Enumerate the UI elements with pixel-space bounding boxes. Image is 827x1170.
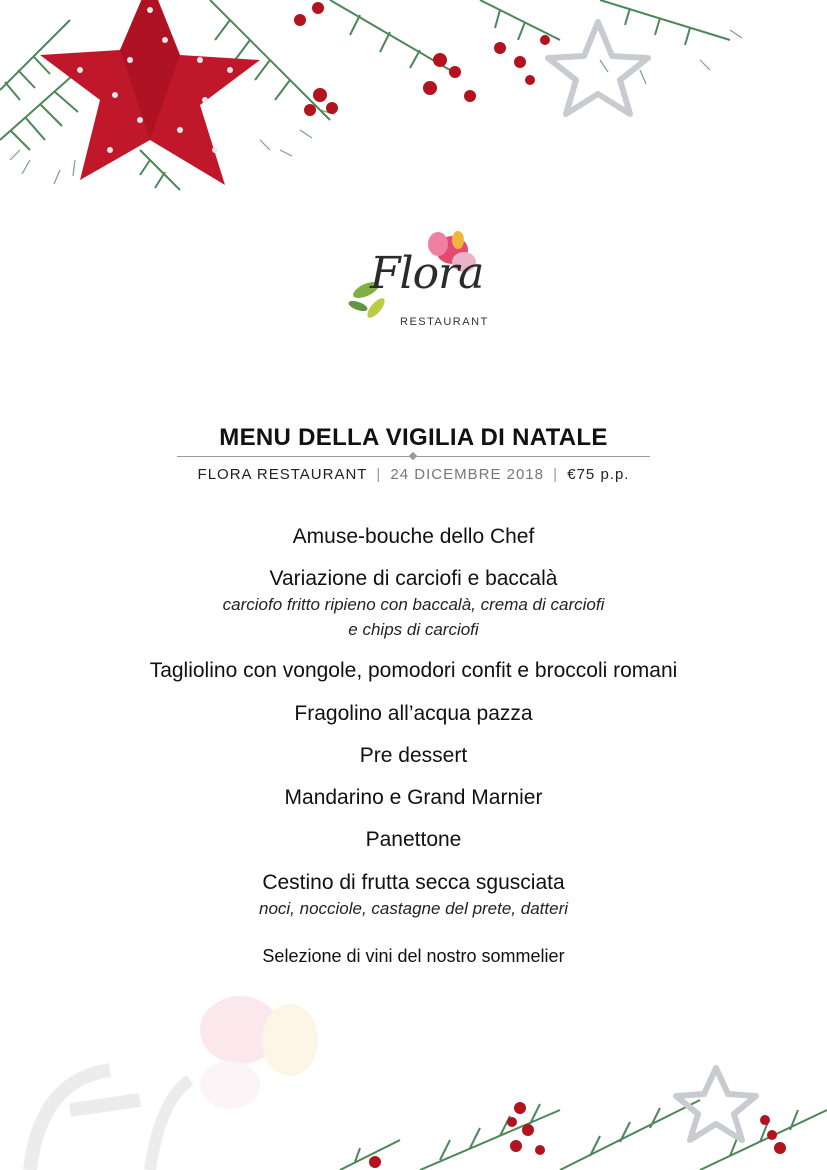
course-description: noci, nocciole, castagne del prete, datteri [258, 899, 569, 918]
menu-subtitle [0, 466, 827, 483]
flora-logo [340, 228, 490, 338]
watermark-logo [30, 996, 318, 1170]
course-item: Amuse-bouche dello Chef [292, 525, 535, 548]
course-item: Panettone [365, 828, 462, 851]
wine-pairing: Selezione di vini del nostro sommelier [262, 946, 565, 966]
course-item: Fragolino all’acqua pazza [294, 702, 533, 725]
silver-star-icon [548, 22, 648, 114]
course-item: Pre dessert [359, 744, 468, 767]
restaurant-name: FLORA RESTAURANT [197, 466, 368, 483]
logo-wordmark: Flora [370, 248, 484, 299]
silver-star-icon [676, 1068, 756, 1140]
course-item: Cestino di frutta secca sgusciata [262, 871, 565, 894]
bottom-christmas-decoration [0, 990, 827, 1170]
top-christmas-decoration [0, 0, 827, 200]
price: €75 p.p. [567, 466, 630, 483]
pine-branch-icon [340, 1100, 827, 1170]
separator: | [376, 466, 382, 483]
course-description: carciofo fritto ripieno con baccalà, crema di carciofi [222, 595, 605, 614]
course-item: Mandarino e Grand Marnier [284, 786, 543, 809]
berry-icon [294, 2, 550, 116]
course-item: Tagliolino con vongole, pomodori confit e broccoli romani [149, 659, 678, 682]
logo-subtitle: RESTAURANT [400, 316, 489, 328]
course-description: e chips di carciofi [348, 620, 479, 639]
divider-diamond [409, 452, 417, 460]
menu-title: MENU DELLA VIGILIA DI NATALE [219, 424, 608, 451]
event-date: 24 DICEMBRE 2018 [390, 466, 544, 483]
red-star-icon [40, 0, 260, 185]
separator: | [553, 466, 559, 483]
course-item: Variazione di carciofi e baccalà [269, 567, 558, 590]
